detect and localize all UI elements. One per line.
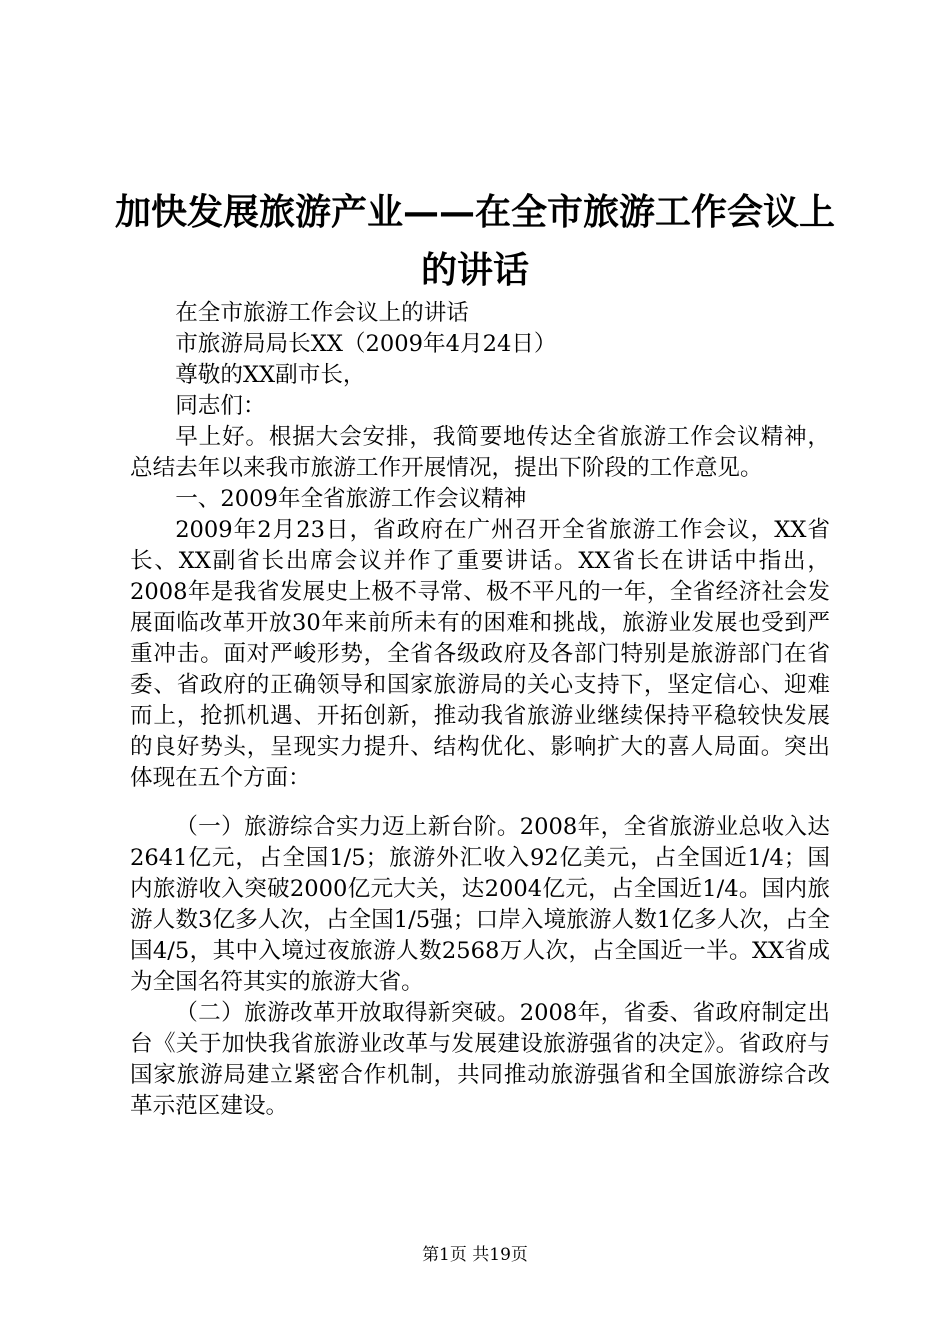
body-paragraph: （二）旅游改革开放取得新突破。2008年，省委、省政府制定出台《关于加快我省旅游业改革与发展建设旅游强省的决定》。省政府与国家旅游局建立紧密合作机制，共同推动旅游强省和全国旅游综合改革示范区建设。 (130, 1000, 830, 1119)
speech-heading: 在全市旅游工作会议上的讲话 (175, 300, 469, 326)
greeting-line: 同志们： (175, 393, 266, 419)
title-line-1: 加快发展旅游产业——在全市旅游工作会议上 (114, 191, 835, 233)
body-paragraph: 2009年2月23日，省政府在广州召开全省旅游工作会议，XX省长、XX副省长出席会议并作了重要讲话。XX省长在讲话中指出，2008年是我省发展史上极不寻常、极不平凡的一年，全省经济社会发展面临改革开放30年来前所未有的困难和挑战，旅游业发展也受到严重冲击。面对严峻形势，全省各级政府及各部门特别是旅游部门在省委、省政府的正确领导和国家旅游局的关心支持下，坚定信心、迎难而上，抢抓机遇、开拓创新，推动我省旅游业继续保持平稳较快发展的良好势头，呈现实力提升、结构优化、影响扩大的喜人局面。突出体现在五个方面： (130, 517, 830, 791)
document-title (110, 183, 840, 299)
title-line-2: 的讲话 (420, 249, 529, 291)
opening-paragraph: 早上好。根据大会安排，我简要地传达全省旅游工作会议精神，总结去年以来我市旅游工作开展情况，提出下阶段的工作意见。 (130, 424, 830, 481)
body-paragraph: （一）旅游综合实力迈上新台阶。2008年，全省旅游业总收入达2641亿元，占全国1/5；旅游外汇收入92亿美元，占全国近1/4；国内旅游收入突破2000亿元大关，达2004亿元，占全国近1/4。国内旅游人数3亿多人次，占全国1/5强；口岸入境旅游人数1亿多人次，占全国4/5，其中入境过夜旅游人数2568万人次，占全国近一半。XX省成为全国名符其实的旅游大省。 (130, 814, 830, 995)
section-heading: 一、2009年全省旅游工作会议精神 (175, 486, 527, 512)
document-body (130, 298, 830, 1122)
speaker-line: 市旅游局局长XX（2009年4月24日） (175, 331, 557, 357)
page-footer: 第1页 共19页 (422, 1245, 528, 1265)
salutation-line: 尊敬的XX副市长， (175, 362, 366, 388)
